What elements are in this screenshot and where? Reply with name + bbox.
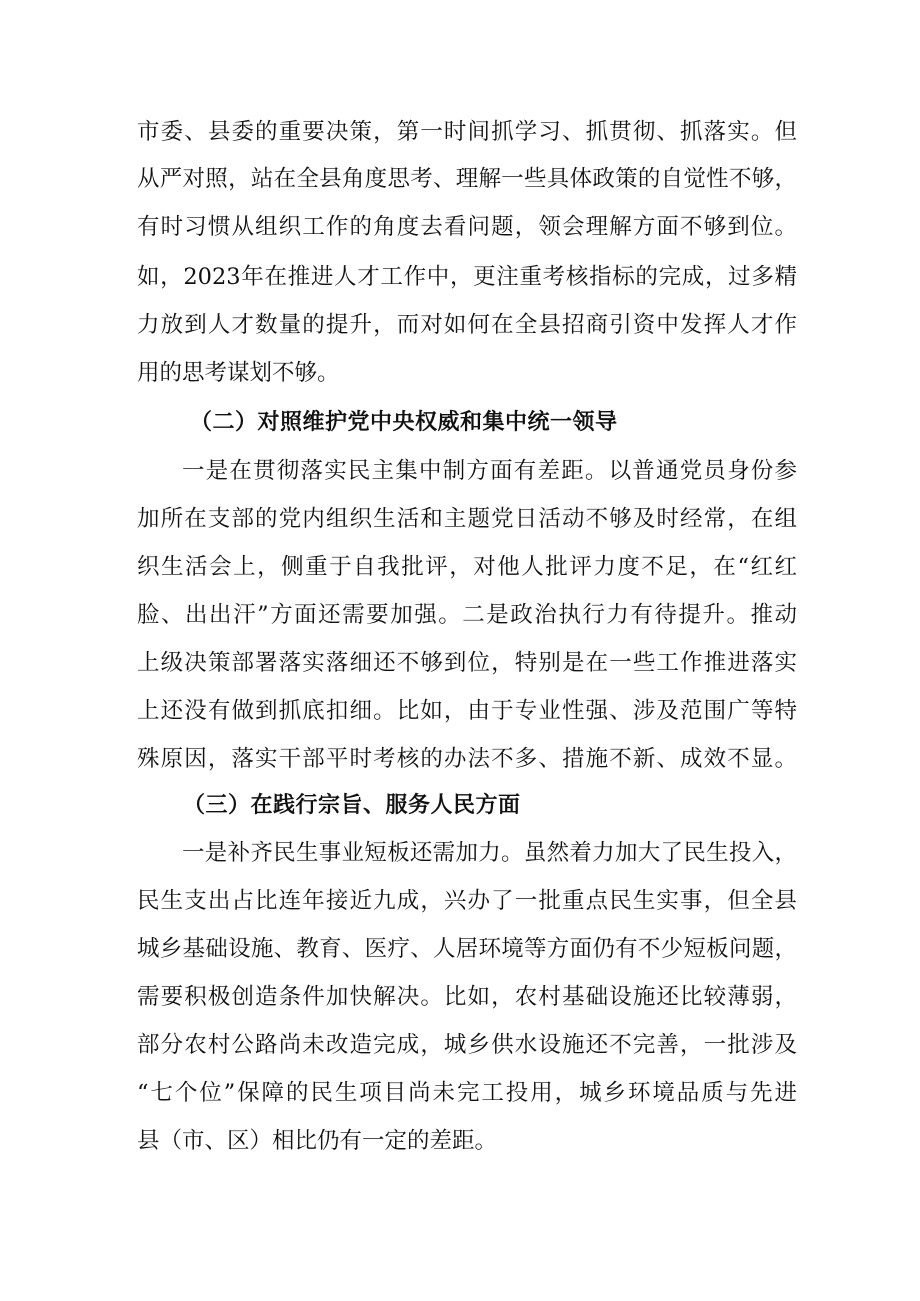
paragraph-line: 力放到人才数量的提升，而对如何在全县招商引资中发挥人才作 [137, 312, 797, 338]
paragraph-line: 上级决策部署落实落细还不够到位，特别是在一些工作推进落实 [137, 650, 797, 676]
paragraph-line: 城乡基础设施、教育、医疗、人居环境等方面仍有不少短板问题， [137, 936, 797, 962]
paragraph-line: 部分农村公路尚未改造完成，城乡供水设施还不完善，一批涉及 [137, 1032, 797, 1058]
paragraph-line: 一是在贯彻落实民主集中制方面有差距。以普通党员身份参 [182, 458, 797, 484]
paragraph-line: 上还没有做到抓底扣细。比如，由于专业性强、涉及范围广等特 [137, 698, 797, 724]
paragraph-line: 织生活会上，侧重于自我批评，对他人批评力度不足，在“红红 [137, 554, 797, 580]
paragraph-line: 脸、出出汗”方面还需要加强。二是政治执行力有待提升。推动 [137, 602, 797, 628]
paragraph-line: 一是补齐民生事业短板还需加力。虽然着力加大了民生投入， [182, 840, 797, 866]
paragraph-line: 有时习惯从组织工作的角度去看问题，领会理解方面不够到位。 [137, 214, 797, 240]
paragraph-line: 市委、县委的重要决策，第一时间抓学习、抓贯彻、抓落实。但 [137, 119, 797, 145]
paragraph-line: 县（市、区）相比仍有一定的差距。 [137, 1128, 498, 1154]
paragraph-line: 殊原因，落实干部平时考核的办法不多、措施不新、成效不显。 [137, 746, 797, 772]
paragraph-line: 加所在支部的党内组织生活和主题党日活动不够及时经常，在组 [137, 506, 797, 532]
paragraph-line: “七个位”保障的民生项目尚未完工投用，城乡环境品质与先进 [137, 1080, 797, 1106]
paragraph-line: 用的思考谋划不够。 [137, 360, 340, 386]
paragraph-line: 如，2023年在推进人才工作中，更注重考核指标的完成，过多精 [137, 264, 797, 290]
section-heading: （二）对照维护党中央权威和集中统一领导 [190, 410, 618, 435]
paragraph-line: 民生支出占比连年接近九成，兴办了一批重点民生实事，但全县 [137, 888, 797, 914]
section-heading: （三）在践行宗旨、服务人民方面 [183, 793, 521, 818]
paragraph-line: 需要积极创造条件加快解决。比如，农村基础设施还比较薄弱， [137, 984, 797, 1010]
paragraph-line: 从严对照，站在全县角度思考、理解一些具体政策的自觉性不够， [137, 166, 797, 192]
